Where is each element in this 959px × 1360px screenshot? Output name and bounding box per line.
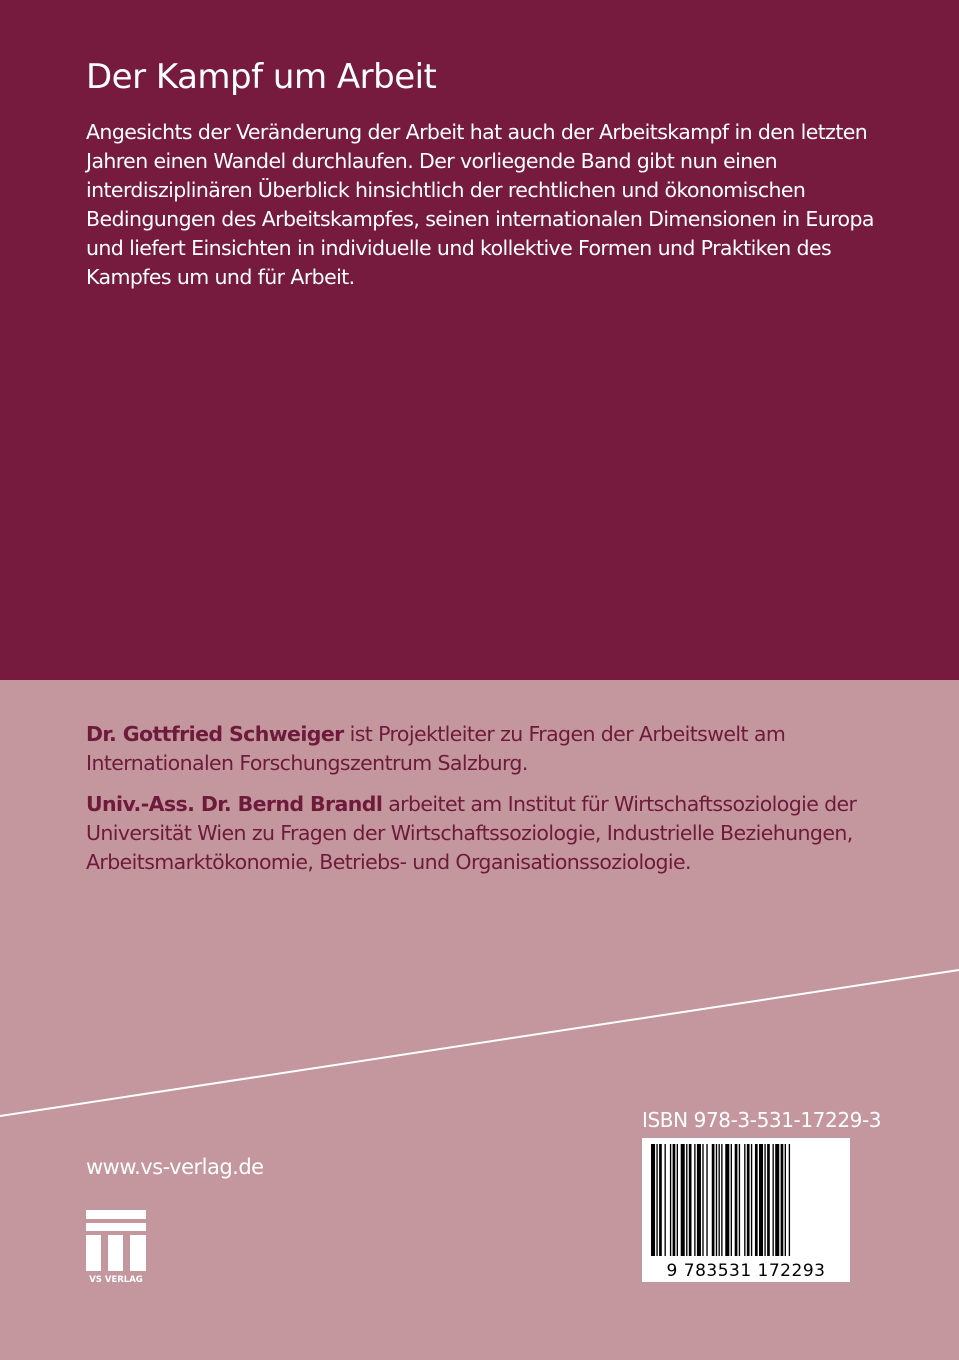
barcode-bar (712, 1144, 715, 1256)
barcode-bar (677, 1144, 678, 1256)
book-blurb: Angesichts der Veränderung der Arbeit hat auch der Arbeitskampf in den letzten Jahren einen Wandel durchlaufen. Der vorliegende Band gibt nun einen interdisziplinären Überblick hinsichtlich der rechtlichen und ökonomischen Bedingungen des Arbeitskampfes, seinen internationalen Dimensionen in Europa und liefert Einsichten in individuelle und kollektive Formen und Praktiken des Kampfes um und für Arbeit. (86, 120, 874, 289)
barcode-bar (706, 1144, 707, 1256)
barcode-bar (731, 1144, 732, 1256)
isbn-label: ISBN 978-3-531-17229-3 (642, 1108, 882, 1132)
barcode-digits: 9 783531 172293 (666, 1261, 826, 1281)
vs-verlag-logo-icon (86, 1210, 146, 1285)
author-text-2: arbeitet am Institut für Wirtschaftssoziologie der Universität Wien zu Fragen der Wirtschaftssoziologie, Industrielle Beziehungen, Arbeitsmarktökonomie, Betriebs- und Organisationssoziologie. (86, 792, 857, 874)
barcode-bar (716, 1144, 717, 1256)
author-name-1: Dr. Gottfried Schweiger (86, 722, 344, 746)
barcode-bar (665, 1144, 666, 1256)
barcode-bar (697, 1144, 701, 1256)
barcode-bar (689, 1144, 692, 1256)
barcode-bar (702, 1144, 703, 1256)
author-bio-1 (86, 720, 906, 778)
barcode-bar (719, 1144, 720, 1256)
book-title: Der Kampf um Arbeit (86, 57, 437, 97)
barcode-bar (721, 1144, 722, 1256)
barcode-bar (773, 1144, 774, 1256)
barcode-bar (673, 1144, 676, 1256)
barcode-bar (775, 1144, 779, 1256)
author-text-1: ist Projektleiter zu Fragen der Arbeitswelt am Internationalen Forschungszentrum Salzburg. (86, 722, 786, 775)
diagonal-divider-line (0, 960, 959, 1120)
barcode-bar (651, 1144, 655, 1256)
logo-text: VS VERLAG (89, 1275, 143, 1285)
barcode-bar (767, 1144, 770, 1256)
barcode-bar (681, 1144, 685, 1256)
barcode-bar (656, 1144, 657, 1256)
barcode-bar (739, 1144, 740, 1256)
barcode-bar (686, 1144, 687, 1256)
barcode-bar (789, 1144, 790, 1256)
barcode-bar (725, 1144, 729, 1256)
barcode-bar (759, 1144, 763, 1256)
barcode-bar (744, 1144, 745, 1256)
barcode-bar (659, 1144, 662, 1256)
barcode-bar (747, 1144, 750, 1256)
barcode-bar (781, 1144, 784, 1256)
barcode-bar (764, 1144, 765, 1256)
author-bio-2 (86, 790, 906, 877)
barcode-bar (694, 1144, 695, 1256)
barcode-bar (735, 1144, 738, 1256)
barcode-bar (785, 1144, 786, 1256)
barcode-bar (751, 1144, 752, 1256)
barcode-bar (755, 1144, 758, 1256)
author-name-2: Univ.-Ass. Dr. Bernd Brandl (86, 792, 383, 816)
barcode-bar (670, 1144, 671, 1256)
barcode (642, 1138, 850, 1282)
publisher-website: www.vs-verlag.de (86, 1155, 264, 1179)
